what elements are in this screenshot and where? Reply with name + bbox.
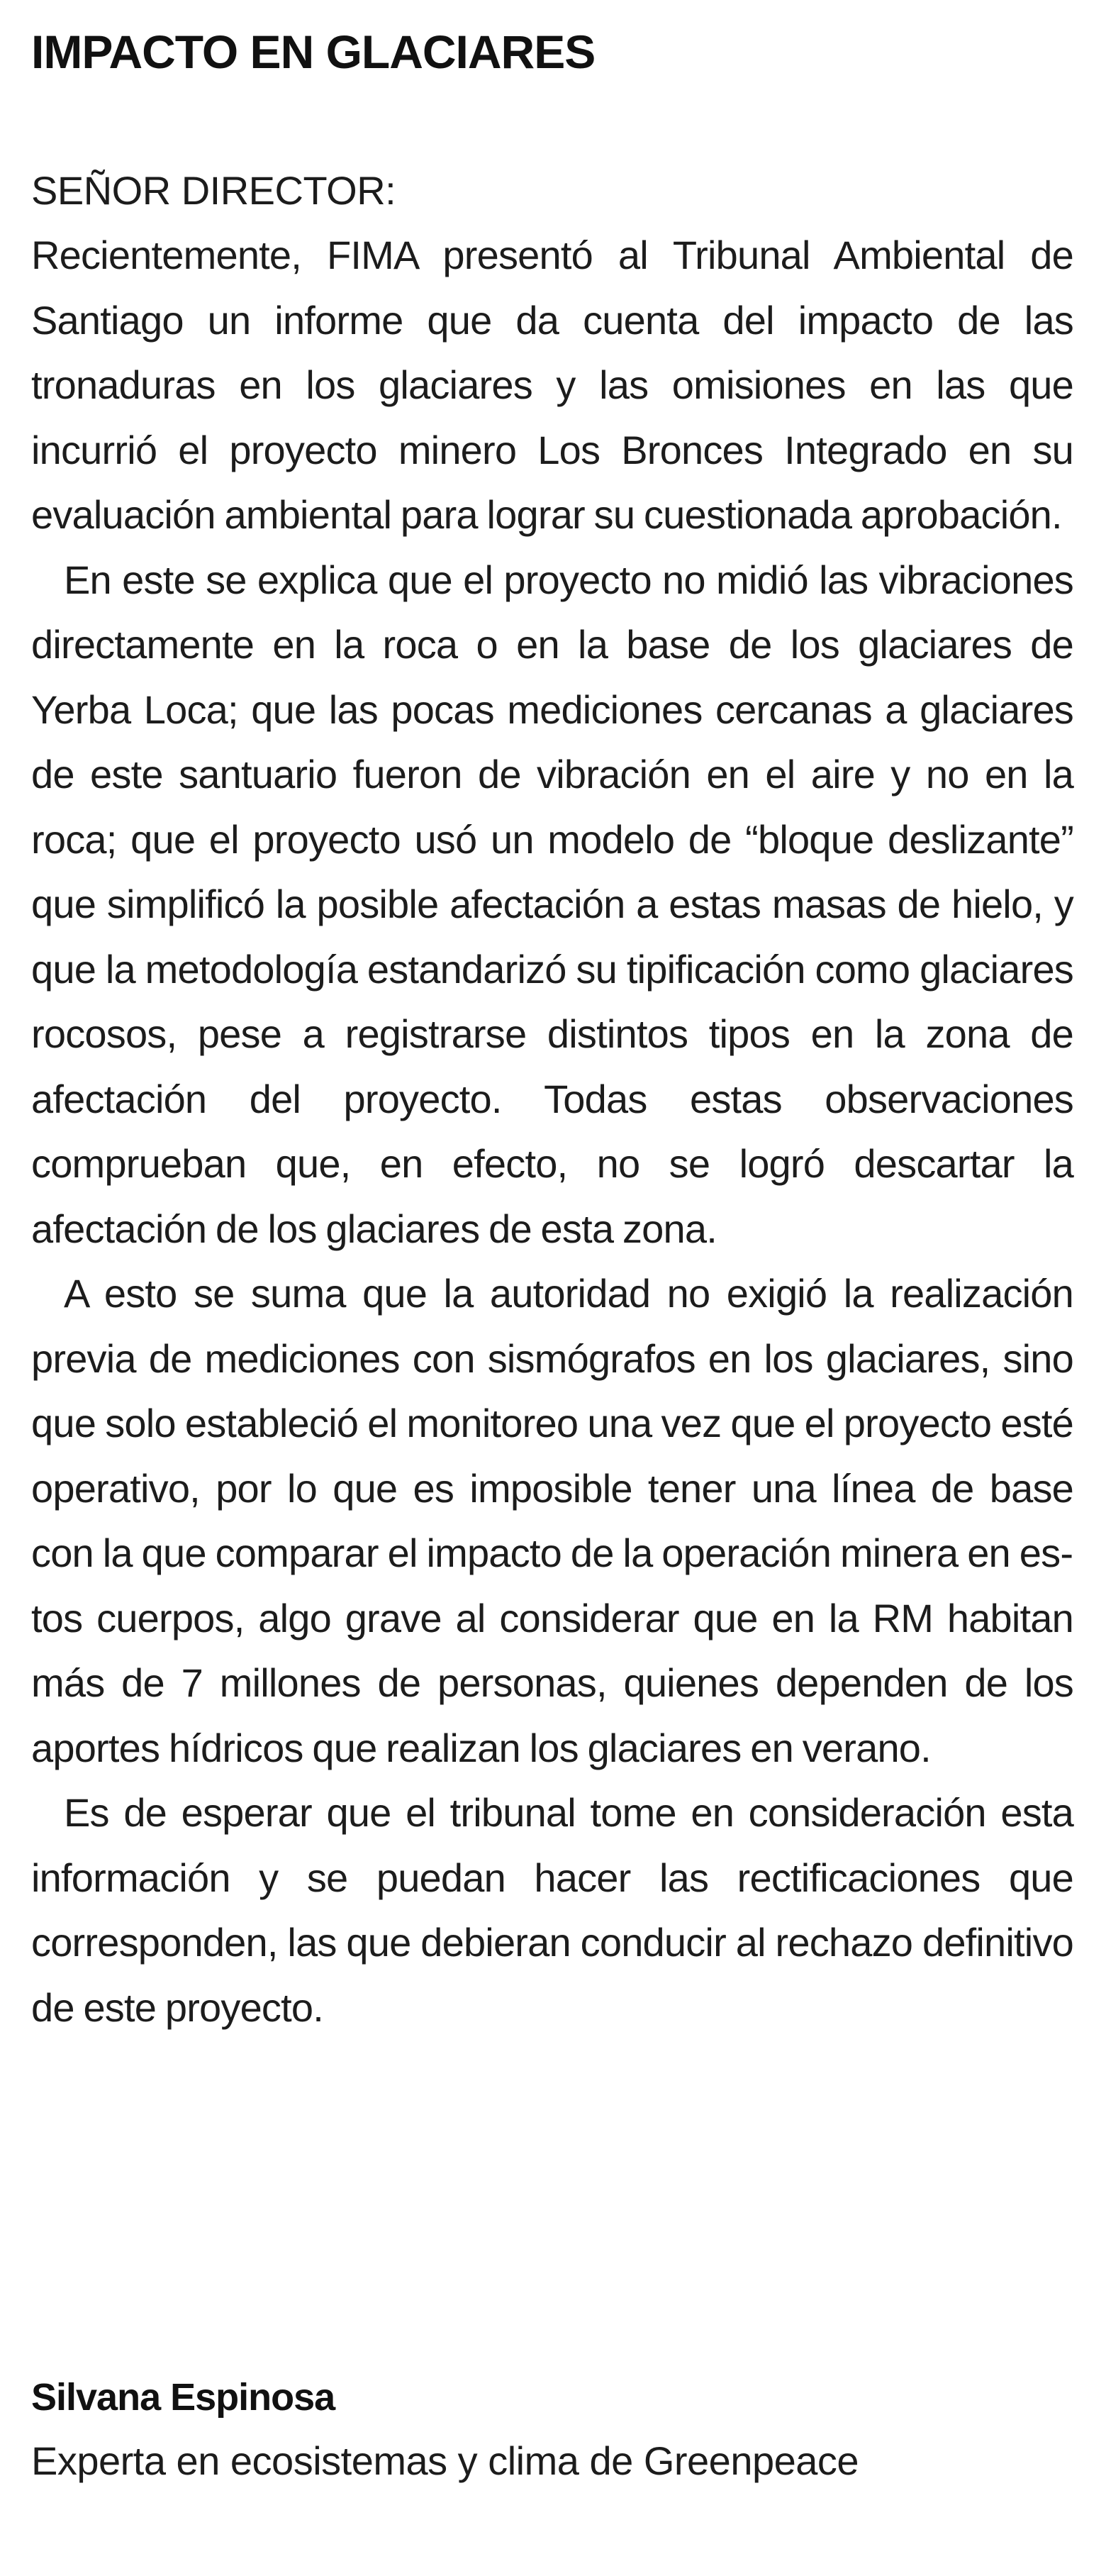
signature-role: Experta en ecosistemas y clima de Greenpeace [31, 2438, 859, 2483]
letter-body [31, 223, 1073, 2040]
salutation: SEÑOR DIRECTOR: [31, 168, 396, 213]
paragraph-4: Es de esperar que el tribunal tome en consideración esta información y se puedan hacer las rectificaciones que corresponden, las que debieran conducir al rechazo definitivo de este proyecto. [31, 1790, 1073, 2030]
article-headline: IMPACTO EN GLACIARES [31, 26, 596, 78]
paragraph-1: Recientemente, FIMA presentó al Tribunal Ambiental de Santiago un informe que da cuenta del impacto de las tronaduras en los glaciares y las omisiones en las que incurrió el proyecto minero Los Bronces Integrado en su evaluación ambiental para lograr su cuestionada aprobación. [31, 233, 1073, 537]
paragraph-2: En este se explica que el proyecto no midió las vibraciones directamente en la roca o en la base de los glaciares de Yerba Loca; que las pocas mediciones cercanas a glaciares de este santuario fueron de vibración en el aire y no en la roca; que el proyecto usó un modelo de “bloque deslizante” que simplificó la posible afectación a estas masas de hielo, y que la metodología estandarizó su tipificación como glaciares rocosos, pese a registrarse distintos tipos en la zona de afectación del proyecto. Todas estas observaciones comprueban que, en efecto, no se logró descartar la afectación de los glaciares de esta zona. [31, 557, 1073, 1251]
signature-name: Silvana Espinosa [31, 2376, 335, 2419]
paragraph-3: A esto se suma que la autoridad no exigió la realización previa de mediciones con sismógrafos en los glaciares, sino que solo estableció el monitoreo una vez que el proyecto esté operativo, por lo que es imposible tener una línea de base con la que comparar el impacto de la operación minera en estos cuerpos, algo grave al considerar que en la RM habitan más de 7 millones de personas, quienes dependen de los aportes hídricos que realizan los glaciares en verano. [31, 1271, 1073, 1770]
letter-page [31, 0, 1073, 2576]
